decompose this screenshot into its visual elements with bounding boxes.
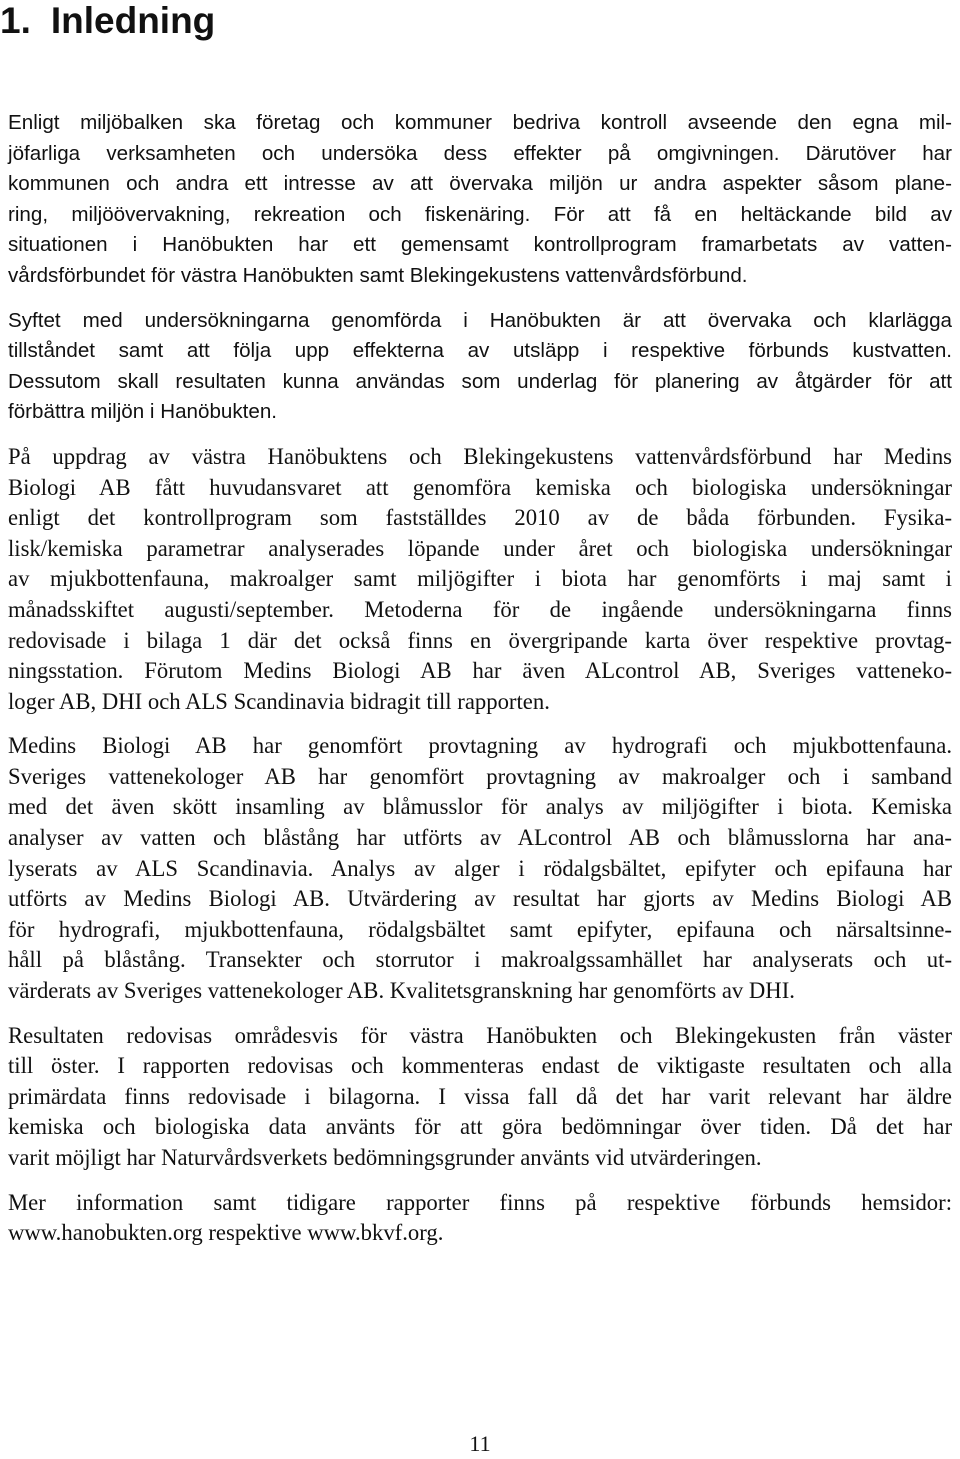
paragraph-6 <box>8 1188 952 1249</box>
text-line: Sveriges vattenekologer AB har genomfört provtagning av makroalger och i samband <box>8 763 952 789</box>
text-line: varit möjligt har Naturvårdsverkets bedömningsgrunder använts vid utvärderingen. <box>8 1145 762 1170</box>
text-line: månadsskiftet augusti/september. Metoderna för de ingående undersökningarna finns <box>8 596 952 622</box>
paragraph-4 <box>8 731 952 1006</box>
text-line: Medins Biologi AB har genomfört provtagning av hydrografi och mjukbottenfauna. <box>8 733 952 759</box>
text-line: redovisade i bilaga 1 där det också finns en övergripande karta över respektive provtag- <box>8 627 952 653</box>
text-line: Mer information samt tidigare rapporter finns på respektive förbunds hemsidor: <box>8 1189 952 1215</box>
paragraph-2 <box>8 306 952 428</box>
paragraph-spacer <box>8 1007 952 1021</box>
text-line: analyser av vatten och blåstång har utförts av ALcontrol AB och blåmusslorna har ana- <box>8 825 952 851</box>
paragraph-5 <box>8 1021 952 1174</box>
text-line: Dessutom skall resultaten kunna användas som underlag för planering av åtgärder för att <box>8 369 952 393</box>
paragraph-1 <box>8 108 952 292</box>
section-title: Inledning <box>50 0 216 41</box>
paragraph-spacer <box>8 1174 952 1188</box>
text-line: kommunen och andra ett intresse av att övervaka miljön ur andra aspekter såsom plane- <box>8 172 952 196</box>
paragraph-spacer <box>8 428 952 442</box>
text-line: värderats av Sveriges vattenekologer AB. Kvalitetsgranskning har genomförts av DHI. <box>8 978 795 1004</box>
body-text <box>8 108 952 1249</box>
text-line: med det även skött insamling av blåmusslor för analys av miljögifter i biota. Kemiska <box>8 794 952 820</box>
text-line: tillståndet samt att följa upp effekterna av utsläpp i respektive förbunds kustvatten. <box>8 339 952 363</box>
text-line: av mjukbottenfauna, makroalger samt miljögifter i biota har genomförts i maj samt i <box>8 566 952 592</box>
paragraph-3 <box>8 442 952 717</box>
text-line: ring, miljöövervakning, rekreation och fiskenäring. För att få en heltäckande bild av <box>8 202 952 226</box>
text-line: primärdata finns redovisade i bilagorna. I vissa fall då det har varit relevant har äldre <box>8 1083 952 1109</box>
page-number: 11 <box>469 1431 491 1456</box>
text-line: jöfarliga verksamheten och undersöka dess effekter på omgivningen. Därutöver har <box>8 141 952 165</box>
text-line: loger AB, DHI och ALS Scandinavia bidragit till rapporten. <box>8 688 550 714</box>
text-line: till öster. I rapporten redovisas och kommenteras endast de viktigaste resultaten och alla <box>8 1053 952 1079</box>
section-number: 1. <box>0 0 31 41</box>
text-line: enligt det kontrollprogram som fastställdes 2010 av de båda förbunden. Fysika- <box>8 505 952 531</box>
text-line: utförts av Medins Biologi AB. Utvärdering av resultat har gjorts av Medins Biologi AB <box>8 886 952 912</box>
text-line: lisk/kemiska parametrar analyserades löpande under året och biologiska undersökningar <box>8 535 952 561</box>
text-line: Syftet med undersökningarna genomförda i Hanöbukten är att övervaka och klarlägga <box>8 308 952 332</box>
paragraph-spacer <box>8 292 952 306</box>
text-line: kemiska och biologiska data använts för att göra bedömningar över tiden. Då det har <box>8 1114 952 1140</box>
text-line: ningsstation. Förutom Medins Biologi AB har även ALcontrol AB, Sveriges vatteneko- <box>8 658 952 684</box>
text-line: förbättra miljön i Hanöbukten. <box>8 400 278 424</box>
text-line: situationen i Hanöbukten har ett gemensamt kontrollprogram framarbetats av vatten- <box>8 233 952 257</box>
text-line: Enligt miljöbalken ska företag och kommuner bedriva kontroll avseende den egna mil- <box>8 111 952 134</box>
text-line: vårdsförbundet för västra Hanöbukten samt Blekingekustens vattenvårdsförbund. <box>8 263 748 287</box>
section-heading <box>0 0 215 42</box>
text-line: håll på blåstång. Transekter och storrutor i makroalgssamhället har analyserats och ut- <box>8 947 952 973</box>
text-line: Biologi AB fått huvudansvaret att genomföra kemiska och biologiska undersökningar <box>8 474 952 500</box>
text-line: för hydrografi, mjukbottenfauna, rödalgsbältet samt epifyter, epifauna och närsaltsinne- <box>8 916 952 942</box>
text-line: På uppdrag av västra Hanöbuktens och Blekingekustens vattenvårdsförbund har Medins <box>8 443 952 469</box>
text-line: www.hanobukten.org respektive www.bkvf.org. <box>8 1220 444 1246</box>
text-line: Resultaten redovisas områdesvis för västra Hanöbukten och Blekingekusten från väster <box>8 1022 952 1048</box>
text-line: lyserats av ALS Scandinavia. Analys av alger i rödalgsbältet, epifyter och epifauna har <box>8 855 952 881</box>
paragraph-spacer <box>8 717 952 731</box>
